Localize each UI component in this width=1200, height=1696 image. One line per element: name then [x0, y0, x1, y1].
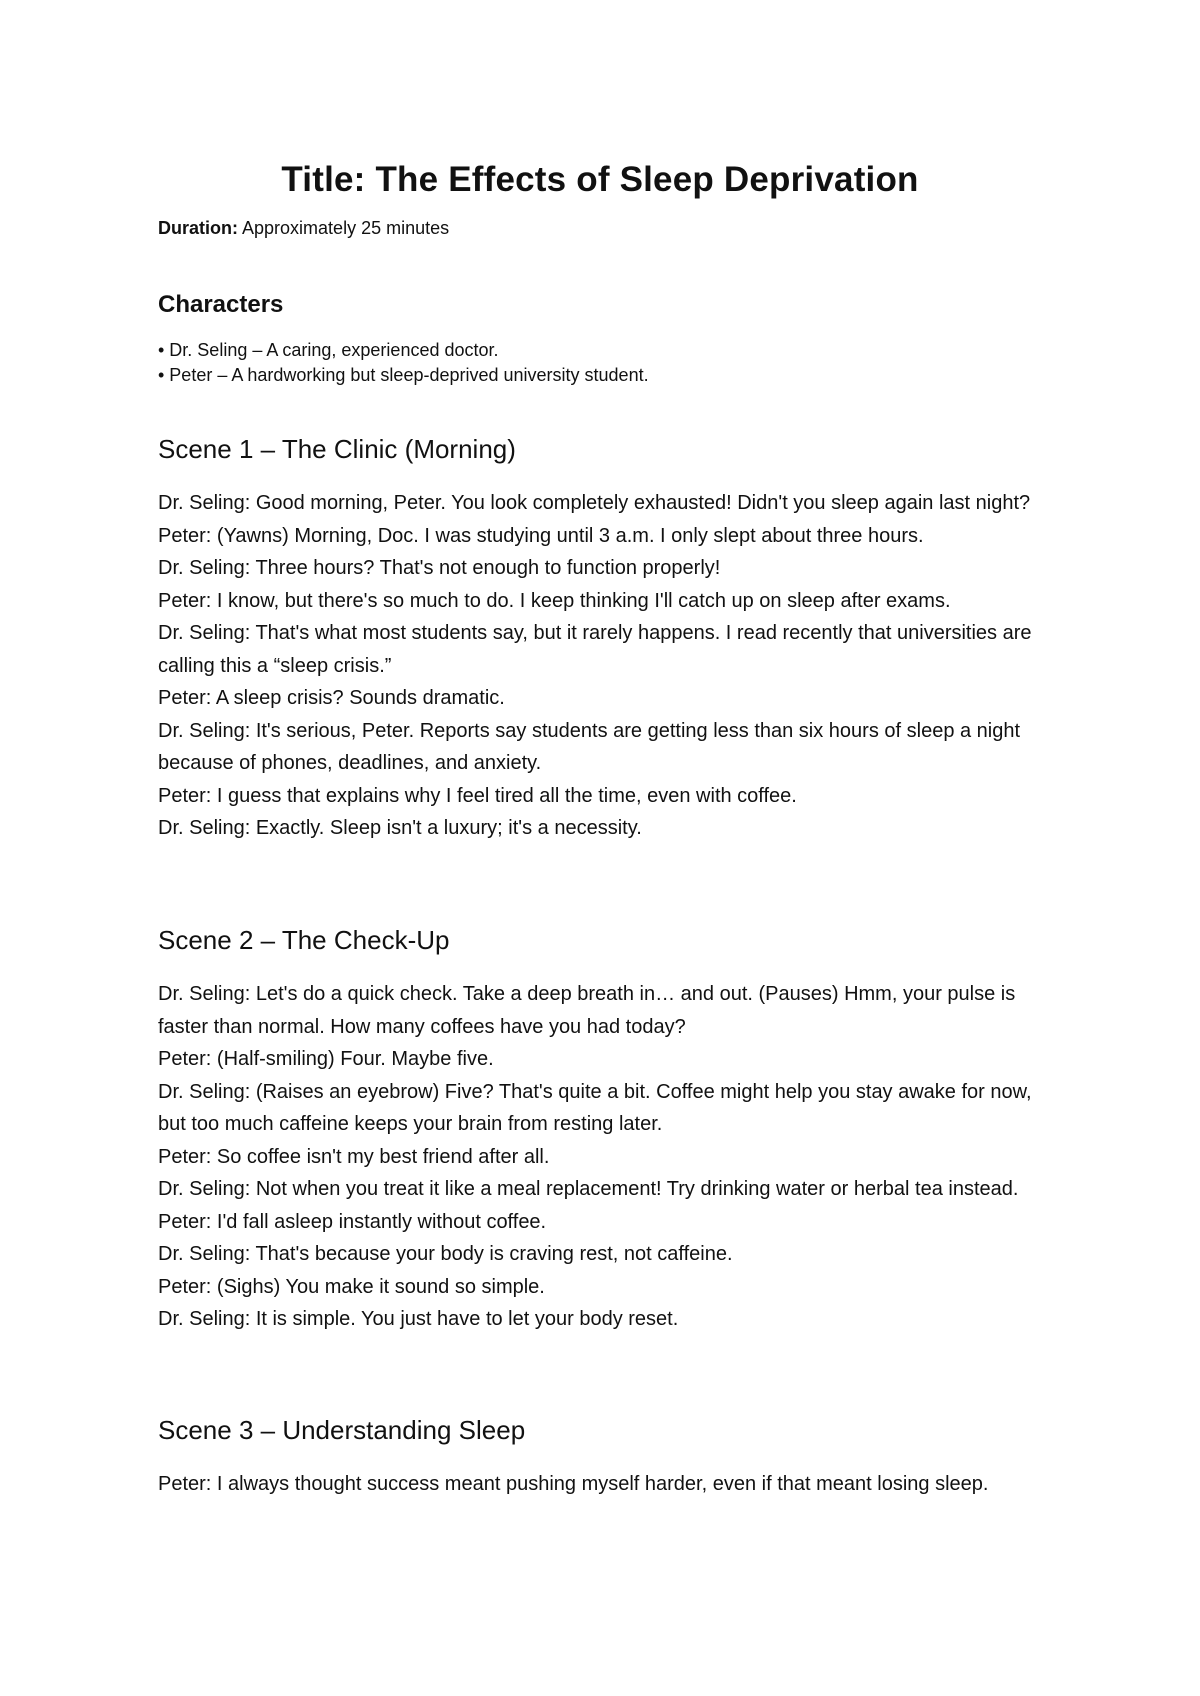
dialogue-line: Peter: I know, but there's so much to do. I keep thinking I'll catch up on sleep after exams.: [158, 589, 951, 612]
scene-2-dialogue: [158, 978, 1058, 1336]
dialogue-line: Peter: (Sighs) You make it sound so simple.: [158, 1275, 545, 1298]
document-title: Title: The Effects of Sleep Deprivation: [281, 160, 919, 199]
dialogue-line: Peter: I'd fall asleep instantly without coffee.: [158, 1210, 547, 1233]
scene-3-heading: Scene 3 – Understanding Sleep: [158, 1415, 526, 1445]
dialogue-line: Dr. Seling: Exactly. Sleep isn't a luxury; it's a necessity.: [158, 817, 642, 839]
characters-list: [158, 338, 649, 388]
dialogue-line: Dr. Seling: (Raises an eyebrow) Five? That's quite a bit. Coffee might help you stay awake for now, but too much caffeine keeps your brain from resting later.: [158, 1080, 1032, 1135]
scene-1-heading: Scene 1 – The Clinic (Morning): [158, 434, 516, 464]
dialogue-line: Dr. Seling: It is simple. You just have to let your body reset.: [158, 1308, 679, 1330]
duration-line: [158, 216, 449, 240]
dialogue-line: Peter: (Half-smiling) Four. Maybe five.: [158, 1048, 494, 1070]
characters-heading: Characters: [158, 291, 284, 318]
dialogue-line: Dr. Seling: That's what most students say, but it rarely happens. I read recently that universities are calling this a “sleep crisis.”: [158, 622, 1032, 677]
dialogue-line: Peter: I always thought success meant pushing myself harder, even if that meant losing sleep.: [158, 1473, 989, 1495]
dialogue-line: Dr. Seling: Let's do a quick check. Take a deep breath in… and out. (Pauses) Hmm, your pulse is faster than normal. How many coffees have you had today?: [158, 983, 1016, 1038]
duration-value: Approximately 25 minutes: [242, 218, 450, 238]
dialogue-line: Dr. Seling: It's serious, Peter. Reports say students are getting less than six hours of sleep a night because of phones, deadlines, and anxiety.: [158, 719, 1021, 774]
scene-1-dialogue: [158, 487, 1058, 845]
character-item: • Dr. Seling – A caring, experienced doctor.: [158, 340, 499, 360]
dialogue-line: Peter: I guess that explains why I feel tired all the time, even with coffee.: [158, 784, 797, 807]
dialogue-line: Peter: (Yawns) Morning, Doc. I was studying until 3 a.m. I only slept about three hours.: [158, 524, 924, 547]
dialogue-line: Dr. Seling: Not when you treat it like a meal replacement! Try drinking water or herbal tea instead.: [158, 1178, 1019, 1200]
duration-label: Duration:: [158, 218, 238, 238]
dialogue-line: Dr. Seling: That's because your body is craving rest, not caffeine.: [158, 1243, 733, 1265]
dialogue-line: Peter: A sleep crisis? Sounds dramatic.: [158, 687, 505, 709]
scene-2-heading: Scene 2 – The Check-Up: [158, 925, 450, 955]
dialogue-line: Dr. Seling: Three hours? That's not enough to function properly!: [158, 557, 721, 579]
dialogue-line: Peter: So coffee isn't my best friend after all.: [158, 1145, 550, 1168]
scene-3-dialogue: [158, 1468, 1058, 1501]
dialogue-line: Dr. Seling: Good morning, Peter. You look completely exhausted! Didn't you sleep again last night?: [158, 492, 1031, 514]
character-item: • Peter – A hardworking but sleep-deprived university student.: [158, 365, 649, 385]
